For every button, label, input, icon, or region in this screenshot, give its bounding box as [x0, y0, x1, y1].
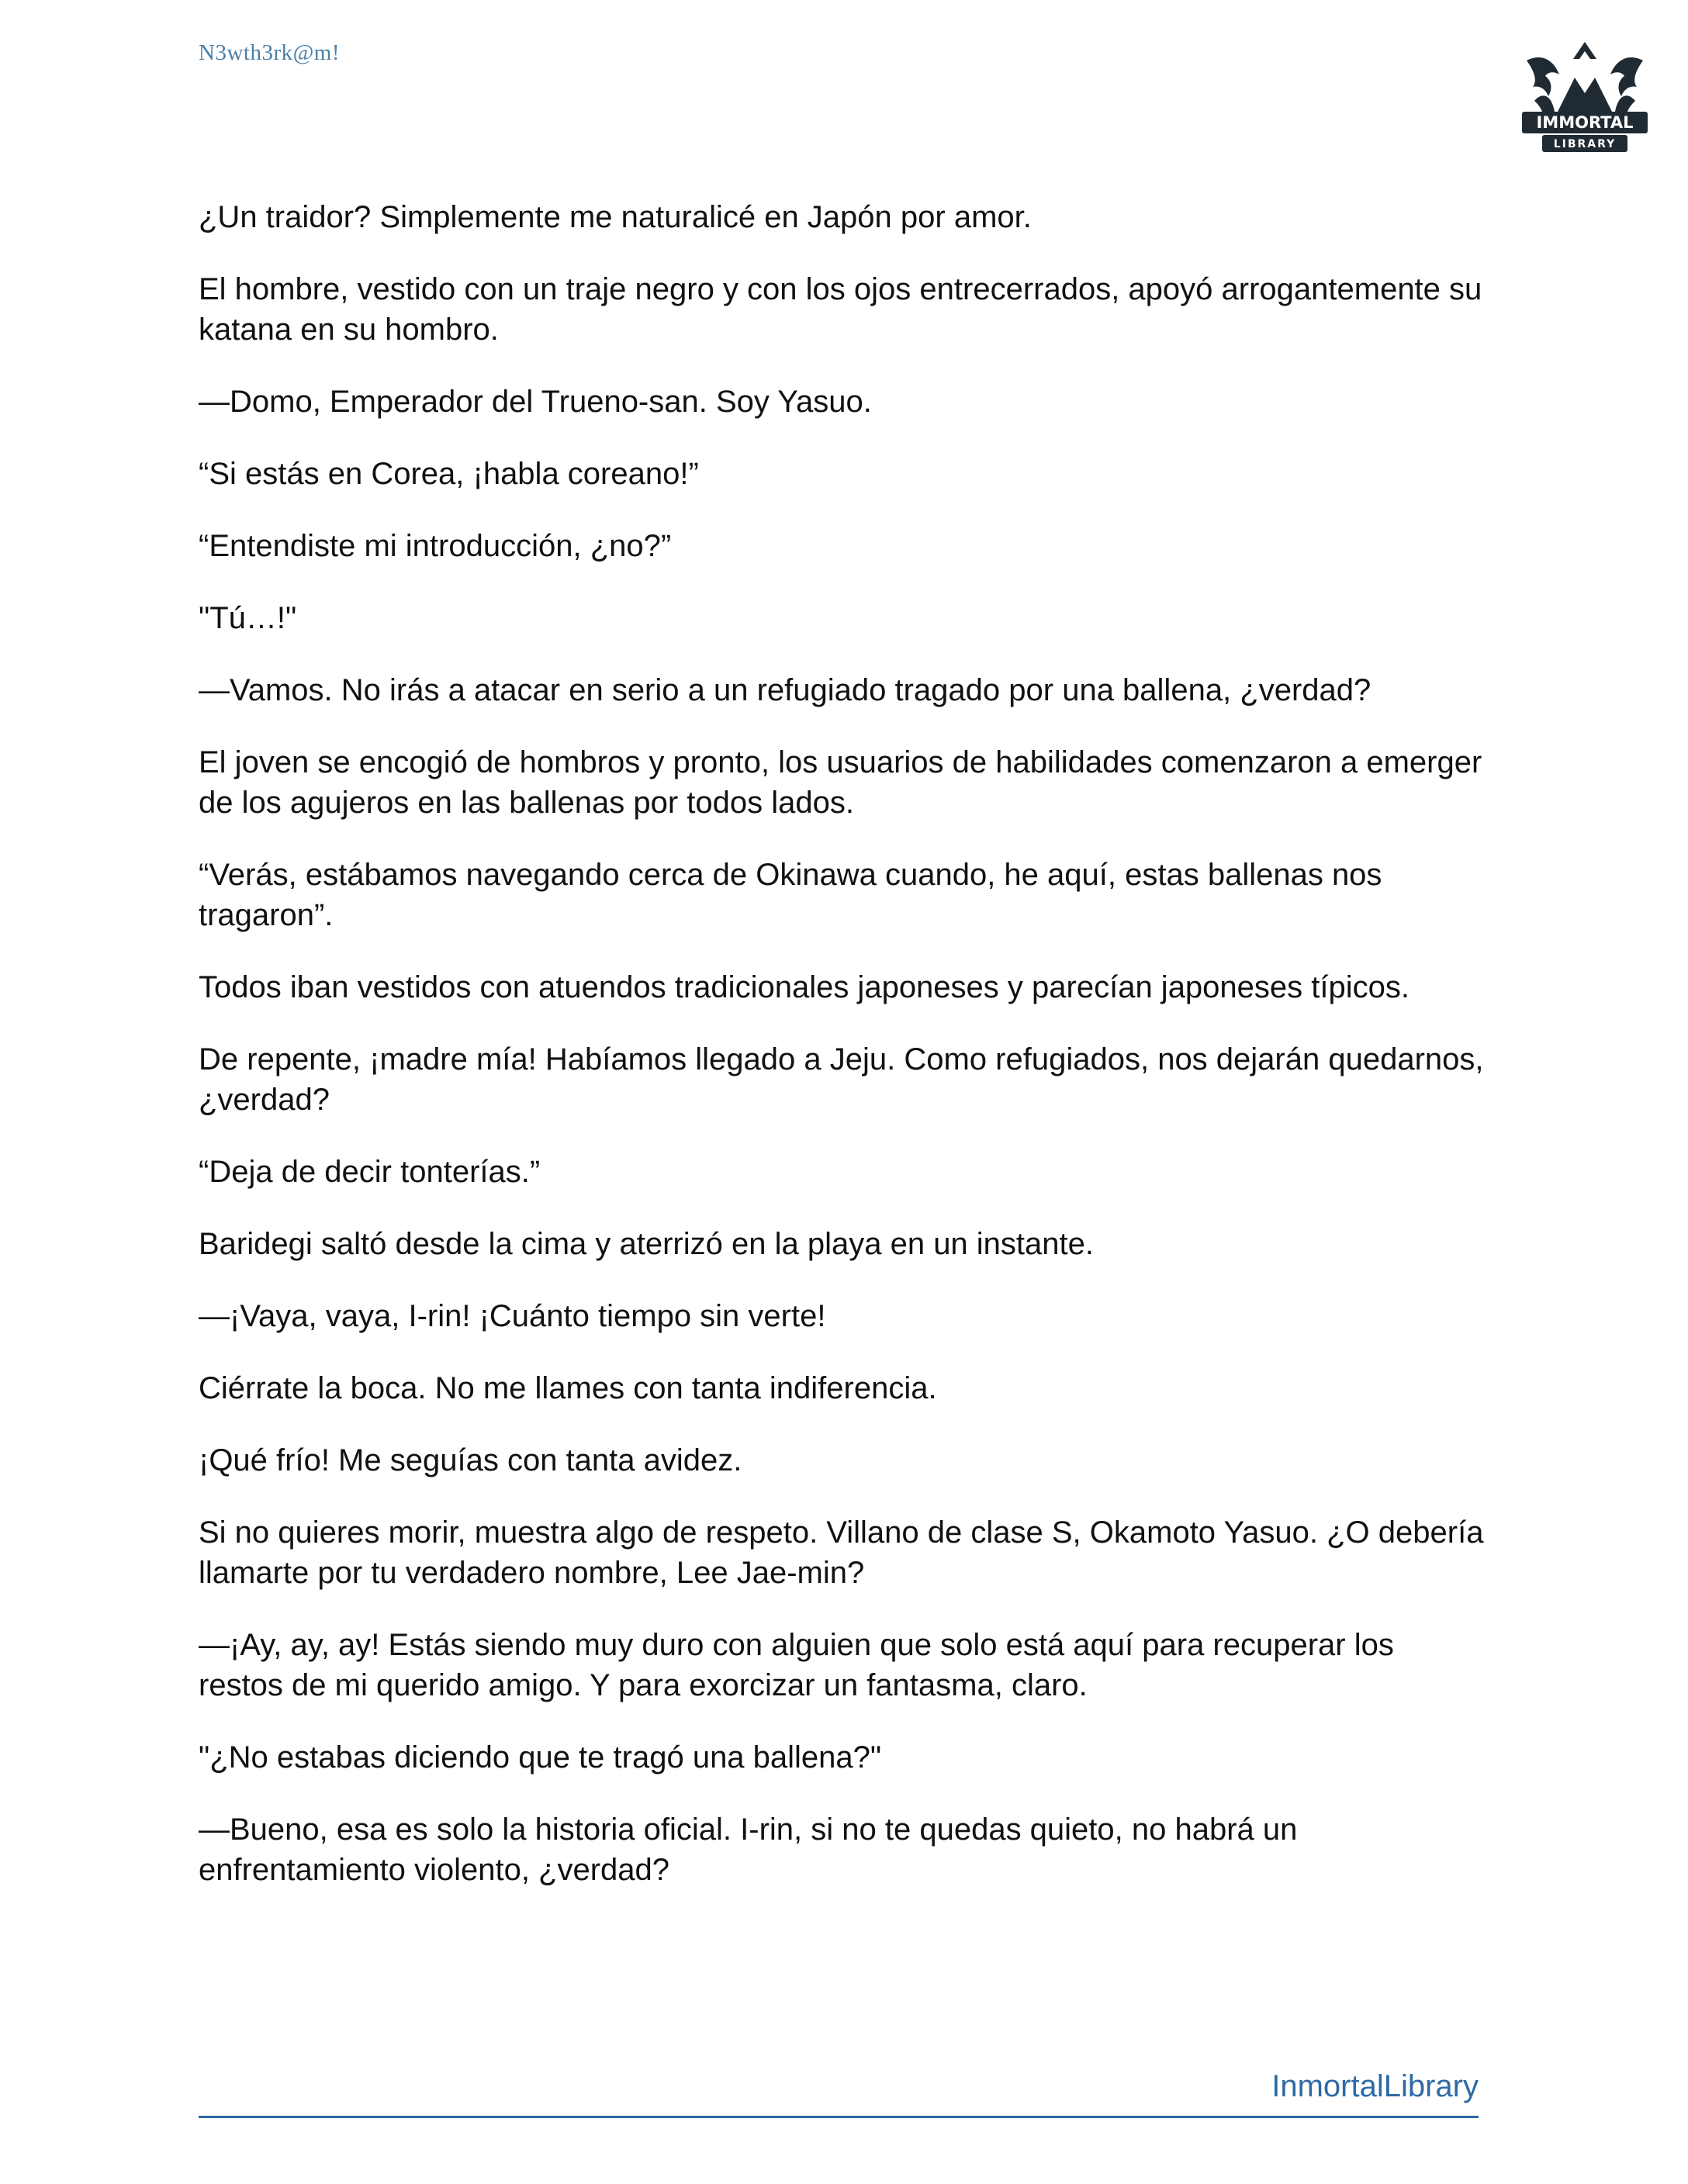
footer-link[interactable]: InmortalLibrary [1271, 2069, 1479, 2103]
paragraph: De repente, ¡madre mía! Habíamos llegado a Jeju. Como refugiados, nos dejarán quedarnos, ¿verdad? [199, 1042, 1484, 1117]
paragraph: “Entendiste mi introducción, ¿no?” [199, 529, 672, 563]
paragraph: “Deja de decir tonterías.” [199, 1155, 541, 1189]
paragraph: —Domo, Emperador del Trueno-san. Soy Yasuo. [199, 385, 872, 419]
document-body [199, 197, 1486, 1922]
paragraph: "Tú…!" [199, 601, 297, 635]
paragraph: Baridegi saltó desde la cima y aterrizó en la playa en un instante. [199, 1227, 1095, 1261]
paragraph: Todos iban vestidos con atuendos tradicionales japoneses y parecían japoneses típicos. [199, 970, 1410, 1004]
header-watermark: N3wth3rk@m! [199, 40, 341, 65]
paragraph: “Si estás en Corea, ¡habla coreano!” [199, 457, 699, 491]
paragraph: —Bueno, esa es solo la historia oficial. I-rin, si no te quedas quieto, no habrá un enfrentamiento violento, ¿verdad? [199, 1813, 1298, 1887]
paragraph: El joven se encogió de hombros y pronto, los usuarios de habilidades comenzaron a emerger de los agujeros en las ballenas por todos lados. [199, 745, 1482, 820]
footer-rule [199, 2116, 1479, 2118]
logo-text-immortal: IMMORTAL [1536, 113, 1634, 132]
paragraph: “Verás, estábamos navegando cerca de Okinawa cuando, he aquí, estas ballenas nos tragaron”. [199, 858, 1382, 932]
paragraph: El hombre, vestido con un traje negro y con los ojos entrecerrados, apoyó arrogantemente su katana en su hombro. [199, 272, 1482, 347]
immortal-library-logo-icon [1511, 37, 1659, 161]
paragraph: Si no quieres morir, muestra algo de respeto. Villano de clase S, Okamoto Yasuo. ¿O debería llamarte por tu verdadero nombre, Lee Jae-min? [199, 1515, 1484, 1590]
paragraph: —¡Ay, ay, ay! Estás siendo muy duro con alguien que solo está aquí para recuperar los restos de mi querido amigo. Y para exorcizar un fantasma, claro. [199, 1628, 1394, 1702]
paragraph: —Vamos. No irás a atacar en serio a un refugiado tragado por una ballena, ¿verdad? [199, 673, 1372, 707]
paragraph: —¡Vaya, vaya, I-rin! ¡Cuánto tiempo sin verte! [199, 1299, 826, 1333]
paragraph: Ciérrate la boca. No me llames con tanta indiferencia. [199, 1371, 937, 1405]
paragraph: ¡Qué frío! Me seguías con tanta avidez. [199, 1443, 742, 1477]
paragraph: ¿Un traidor? Simplemente me naturalicé en Japón por amor. [199, 200, 1032, 234]
paragraph: "¿No estabas diciendo que te tragó una ballena?" [199, 1740, 882, 1774]
logo-text-library: LIBRARY [1553, 138, 1617, 150]
